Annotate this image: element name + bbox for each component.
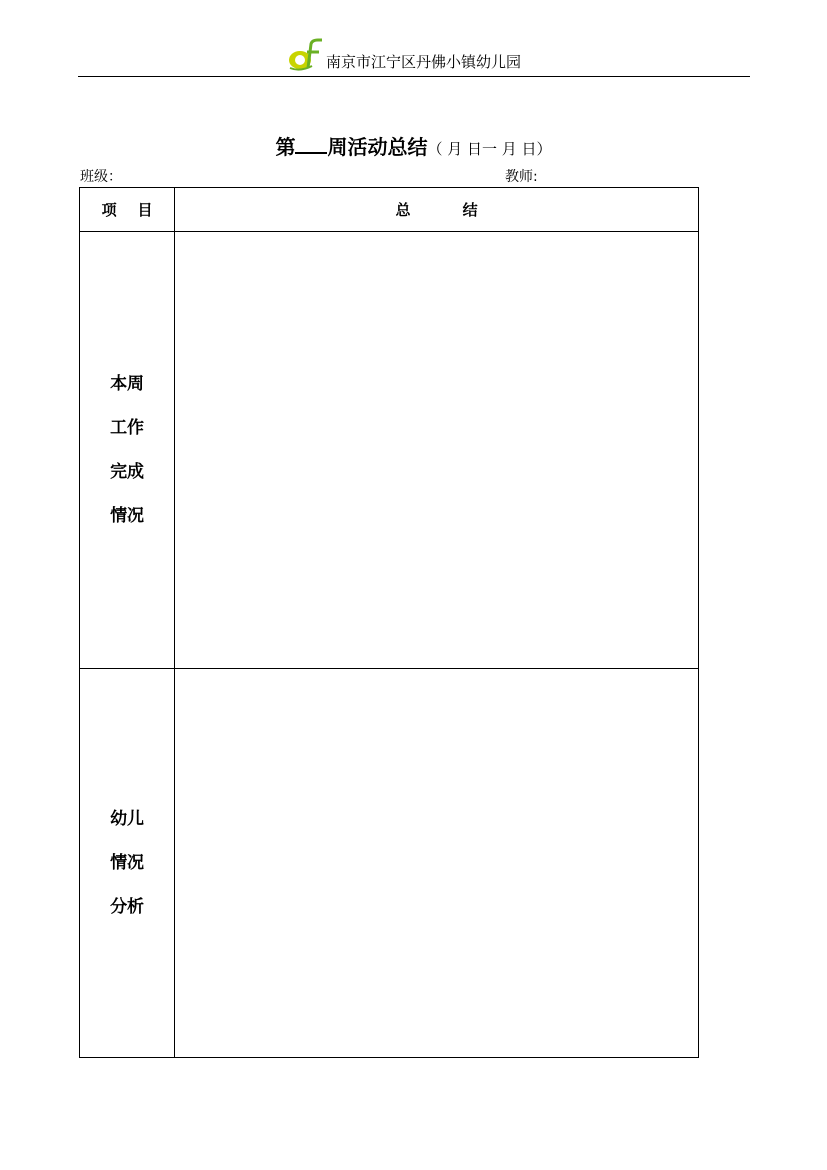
row-label-line: 工作 [110, 418, 145, 438]
page-title [0, 131, 827, 160]
week-number-blank[interactable] [295, 134, 327, 154]
child-analysis-content-cell[interactable] [175, 669, 699, 1058]
table-row [80, 232, 699, 669]
title-prefix: 第 [275, 135, 296, 159]
class-label: 班级： [80, 169, 122, 185]
teacher-label: 教师: [505, 169, 538, 185]
row-label-line: 本周 [110, 374, 145, 394]
page-header [78, 36, 750, 77]
table-header-row [80, 188, 699, 232]
item-header: 项 目 [80, 188, 175, 232]
date-range: （ 月 日一 月 日） [427, 140, 552, 158]
row-label-line: 分析 [110, 897, 145, 917]
row-label-line: 幼儿 [110, 809, 145, 829]
school-name: 南京市江宁区丹佛小镇幼儿园 [326, 53, 522, 71]
row-label-line: 情况 [110, 853, 145, 873]
title-suffix: 周活动总结 [327, 135, 428, 159]
summary-table [79, 187, 699, 1058]
row-label-line: 情况 [110, 506, 145, 526]
summary-header: 总 结 [175, 188, 699, 232]
row-label-weekly-work [80, 232, 175, 669]
row-label-line: 完成 [110, 462, 145, 482]
weekly-work-content-cell[interactable] [175, 232, 699, 669]
table-row [80, 669, 699, 1058]
kindergarten-logo [284, 38, 324, 72]
row-label-child-analysis [80, 669, 175, 1058]
